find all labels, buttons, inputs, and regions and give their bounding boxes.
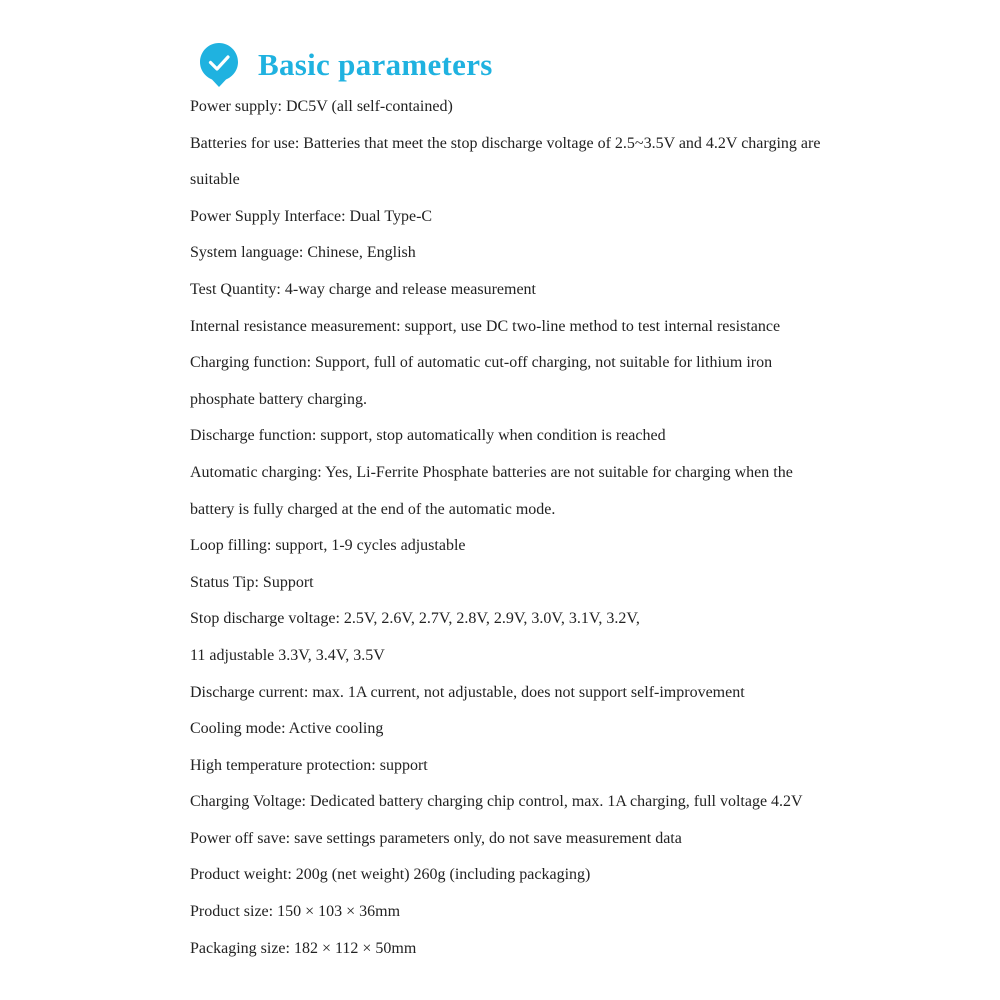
- page-title: Basic parameters: [258, 47, 493, 82]
- parameter-line: Discharge current: max. 1A current, not adjustable, does not support self-improvement: [190, 683, 745, 701]
- parameter-line: Automatic charging: Yes, Li-Ferrite Phosphate batteries are not suitable for charging when the: [190, 463, 793, 481]
- parameter-item: [190, 418, 850, 455]
- parameter-line: System language: Chinese, English: [190, 244, 416, 262]
- parameter-item: [190, 345, 850, 418]
- parameter-line: Product weight: 200g (net weight) 260g (including packaging): [190, 866, 591, 884]
- parameter-line: Batteries for use: Batteries that meet the stop discharge voltage of 2.5~3.5V and 4.2V charging are: [190, 134, 821, 152]
- parameter-list: [190, 89, 850, 967]
- parameter-item: [190, 748, 850, 785]
- parameter-item: [190, 821, 850, 858]
- parameter-item: [190, 711, 850, 748]
- check-circle-icon: [200, 43, 238, 87]
- parameter-line: Status Tip: Support: [190, 573, 314, 591]
- parameter-line: Product size: 150 × 103 × 36mm: [190, 903, 401, 921]
- parameter-line: Test Quantity: 4-way charge and release measurement: [190, 280, 536, 298]
- section-header: [200, 42, 493, 88]
- parameter-item: [190, 931, 850, 968]
- parameter-line: Packaging size: 182 × 112 × 50mm: [190, 939, 417, 957]
- parameter-line: Power supply: DC5V (all self-contained): [190, 98, 453, 115]
- parameter-line: Loop filling: support, 1-9 cycles adjustable: [190, 537, 466, 555]
- parameter-item: [190, 528, 850, 565]
- parameter-item: [190, 601, 850, 674]
- parameter-line: Cooling mode: Active cooling: [190, 720, 384, 738]
- parameter-line: Internal resistance measurement: support, use DC two-line method to test internal resistance: [190, 317, 781, 335]
- parameter-item: [190, 89, 850, 126]
- parameter-line: Charging Voltage: Dedicated battery charging chip control, max. 1A charging, full voltage 4.2V: [190, 793, 803, 811]
- parameter-item: [190, 565, 850, 602]
- parameter-item: [190, 235, 850, 272]
- parameter-item: [190, 675, 850, 712]
- parameter-item: [190, 455, 850, 528]
- parameter-item: [190, 126, 850, 199]
- parameter-line: High temperature protection: support: [190, 756, 428, 774]
- parameter-line: suitable: [190, 171, 240, 189]
- parameter-item: [190, 857, 850, 894]
- parameter-line: Power off save: save settings parameters only, do not save measurement data: [190, 829, 682, 847]
- parameter-item: [190, 784, 850, 821]
- parameter-line: Stop discharge voltage: 2.5V, 2.6V, 2.7V, 2.8V, 2.9V, 3.0V, 3.1V, 3.2V,: [190, 610, 640, 628]
- parameter-item: [190, 199, 850, 236]
- parameter-line: Charging function: Support, full of automatic cut-off charging, not suitable for lithium iron: [190, 354, 773, 372]
- parameter-item: [190, 272, 850, 309]
- parameter-line: battery is fully charged at the end of the automatic mode.: [190, 500, 556, 518]
- parameter-line: 11 adjustable 3.3V, 3.4V, 3.5V: [190, 646, 385, 664]
- parameter-line: Power Supply Interface: Dual Type-C: [190, 207, 433, 225]
- parameter-item: [190, 309, 850, 346]
- parameter-line: Discharge function: support, stop automatically when condition is reached: [190, 427, 666, 445]
- parameter-line: phosphate battery charging.: [190, 390, 367, 408]
- parameter-item: [190, 894, 850, 931]
